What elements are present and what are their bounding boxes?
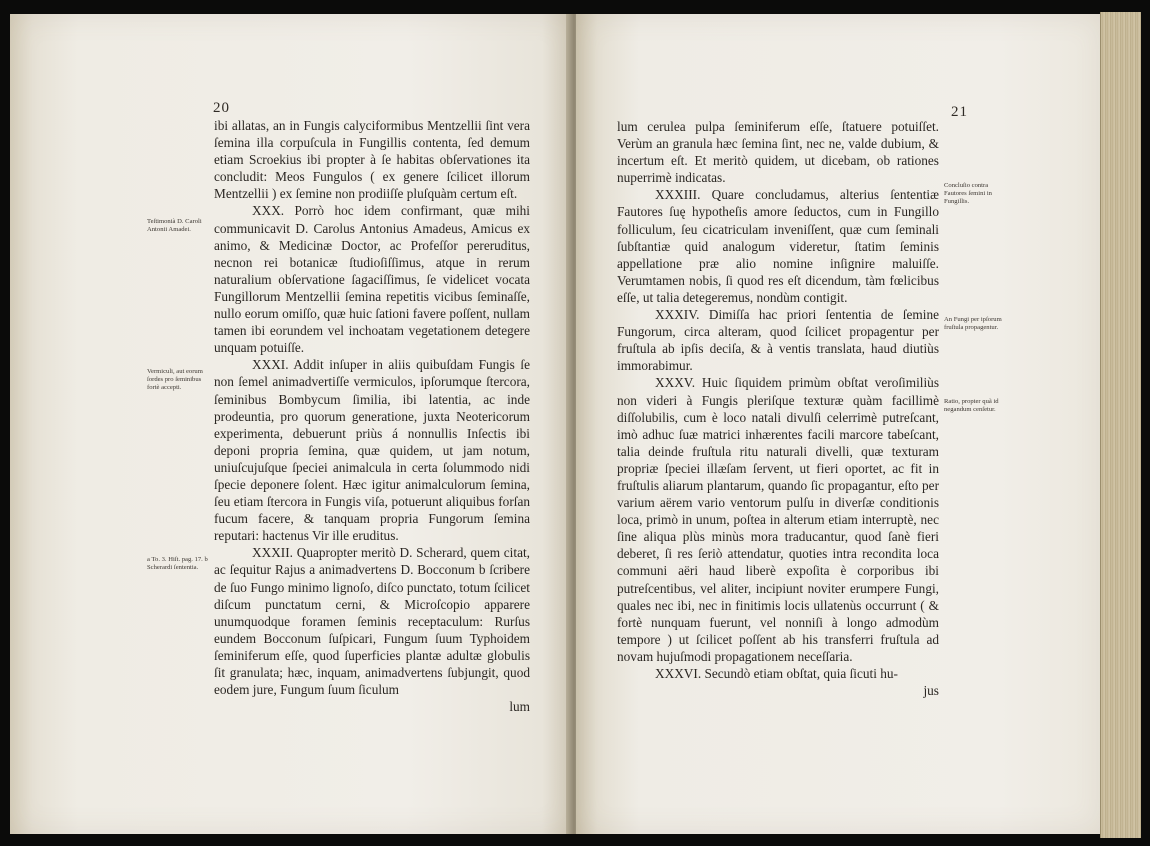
left-catchword: lum	[509, 699, 530, 715]
right-paragraph-2: XXXIII. Quare concludamus, alterius ſententiæ Fautores ſuę hypotheſis amore ſeductos, cum in Fungillo folliculum, ſeu cicatriculam inveniſſent, quæ cum ſeminali ſubſtantiæ quid analogum videretur, ſtatim ſeminis appellatione præ alio nomine inſignire maluiſſe. Verumtamen nobis, ſi quod res eſt dicendum, tàm fœlicibus eſſe, ut talia detegeremus, nondùm contigit.	[617, 187, 939, 305]
left-margin-note-1: Teſtimonià D. Caroli Antonii Amadei.	[147, 218, 202, 233]
left-paragraph-1: ibi allatas, an in Fungis calyciformibus Mentzellii ſint vera ſemina illa corpuſcula in Fungillis contenta, ſed demum etiam Scroekius ibi propter à ſe habitas obſervationes ita concludit: Meos Fungulos ( ex genere ſcilicet illorum Mentzellii ) ex ſemine non prodiiſſe pluſquàm certum eſt.	[214, 118, 530, 202]
left-margin-note-3: a To. 3. Hiſt. pag. 17. b Scherardi ſententia.	[147, 556, 208, 571]
right-margin-note-3: Ratio, propter quã id negandum cenſetur.	[944, 398, 999, 413]
right-page-number: 21	[951, 104, 968, 120]
right-paragraph-4: XXXV. Huic ſiquidem primùm obſtat veroſimiliùs non videri à Fungis pleriſque texturæ quàm facillimè diſſolubilis, cum è loco natali divulſi celerrimè putreſcant, imò adhuc ſuæ matrici inhærentes facili marcore tabeſcant, talia deinde fruſtula ritu naturali divelli, quæ texturam propriæ ſpeciei illæſam ſervent, ut fieri oportet, ac fit in fruſtulis aliarum plantarum, quando ſic propagantur, eſto per varium aërem vario ventorum pulſu in diverſæ conditionis loca, primò in unum, poſtea in alterum etiam interruptè, nec ſine aliqua plùs minùs mora traducantur, quod ſanè fieri deberet, ſi res ſeriò attendatur, quoties intra recondita loca communi aëri haud liberè expoſita è corporibus ibi putreſcentibus, vel aliter, incipiunt noviter erumpere Fungi, quales nec ibi, nec in finitimis locis ullatenùs occurrunt ( & fortè nunquam fuerunt, vel nonniſi à longo admodùm tempore ) ut ſcilicet poſſent ab his transferri fruſtula ad novam hujuſmodi propagationem neceſſaria.	[617, 375, 939, 664]
left-text-column	[214, 117, 530, 715]
left-paragraph-4: XXXII. Quapropter meritò D. Scherard, quem citat, ac ſequitur Rajus a animadvertens D. Bocconum b ſcribere de ſuo Fungo minimo lignoſo, diſco punctato, totum ſcilicet diſcum punctatum cerni, & Microſcopio apparere unumquodque foramen ſeminis receptaculum: Rurſus eundem Bocconum ſuſpicari, Fungum ſuum Typhoidem ſeminiferum eſſe, quod ſuperficies plantæ adultæ globulis ſit granulata; hæc, inquam, animadvertens ſubjungit, quod eodem jure, Fungum ſuum ſiculum	[214, 545, 530, 698]
right-paragraph-5: XXXVI. Secundò etiam obſtat, quia ſicuti hu-	[655, 666, 898, 681]
right-text-column	[617, 118, 939, 699]
left-margin-note-2: Vermiculi, aut eorum ſordes pro ſeminibus fortè accepti.	[147, 368, 203, 391]
right-margin-note-1: Concluſio contra Fautores ſemini in Fungillis.	[944, 182, 992, 205]
right-catchword: jus	[923, 683, 939, 699]
left-paragraph-2: XXX. Porrò hoc idem confirmant, quæ mihi communicavit D. Carolus Antonius Amadeus, Amicus ex animo, & Medicinæ Doctor, ac Profeſſor pereruditus, necnon rei botanicæ ſtudioſiſſimus, atque in rerum naturalium obſervatione ſagaciſſimus, ſe videlicet vocata Fungillorum Mentzellii ſemina repetitis vicibus ſeminaſſe, nullo eorum omiſſo, quæ huic ſationi favere poſſent, nullam tamen ibi eorundem vel inchoatam vegetationem detegere unquam potuiſſe.	[214, 203, 530, 356]
right-margin-note-2: An Fungi per ipſorum fruſtula propagentur.	[944, 316, 1002, 331]
left-paragraph-3: XXXI. Addit inſuper in aliis quibuſdam Fungis ſe non ſemel animadvertiſſe vermiculos, ipſorumque ſtercora, ſeminibus Bombycum ſimilia, ibi latentia, ac inde prodeuntia, pro quorum generatione, juxta Neotericorum experimenta, debuerunt priùs á nonnullis Inſectis ibi deponi propria ſemina, quæ quidem, ut jam notum, uniuſcujuſque ſpeciei animalcula in certa ſolummodo nidi ſpecie deponere ſolent. Hæc igitur animalculorum ſemina, ſeu etiam ſtercora in Fungis viſa, potuerunt aliquibus forſan fucum facere, & tanquam propria Fungorum ſemina reputari: hactenus Vir ille eruditus.	[214, 357, 530, 544]
right-paragraph-1: lum cerulea pulpa ſeminiferum eſſe, ſtatuere potuiſſet. Verùm an granula hæc ſemina ſint, nec ne, valde dubium, & incertum eſt. Et meritò quidem, ut dicebam, ob rationes nuperrimè indicatas.	[617, 119, 939, 186]
page-edges	[1100, 12, 1141, 838]
left-page-number: 20	[213, 100, 230, 116]
right-paragraph-3: XXXIV. Dimiſſa hac priori ſententia de ſemine Fungorum, circa alteram, quod ſcilicet propagentur per fruſtula ab ipſis deciſa, & à ventis translata, haud diutiùs immorabimur.	[617, 307, 939, 374]
